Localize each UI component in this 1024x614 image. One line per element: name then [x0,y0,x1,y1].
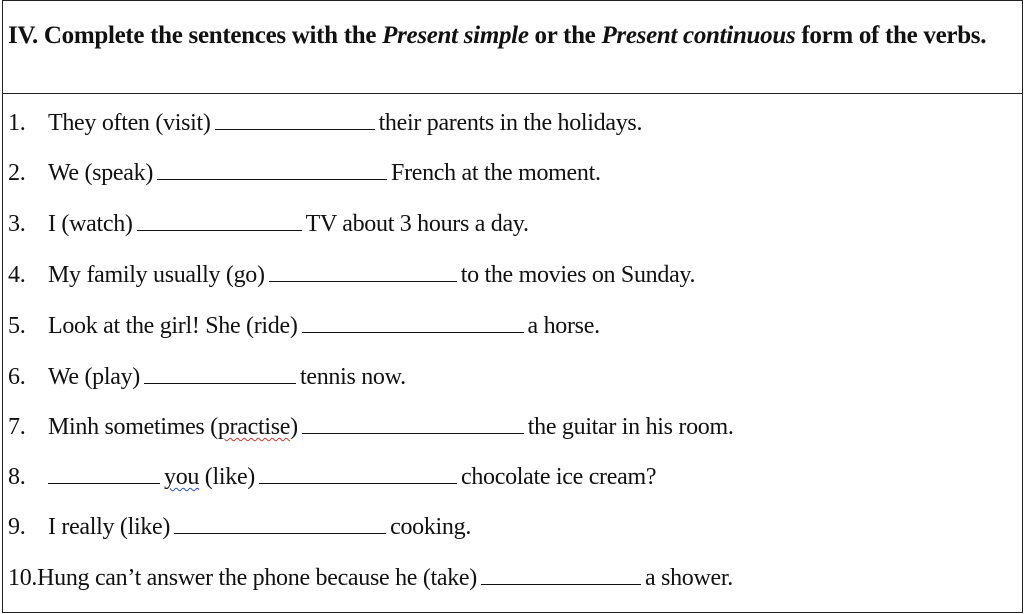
sentence-end: their parents in the holidays. [378,110,643,136]
spellcheck-marked-word: practise [217,414,291,440]
sentence-end: the guitar in his room. [527,414,734,440]
answer-blank[interactable] [215,109,375,130]
sentence-7 [8,412,734,442]
item-number: 10. [8,565,38,591]
sentence-start: They often (visit) [48,110,211,136]
sentence-8 [8,462,656,492]
heading-tense-2: Present continuous [601,22,796,49]
top-rule [2,0,1022,1]
sentence-9 [8,512,471,542]
exercise-heading [8,18,1013,54]
answer-blank[interactable] [174,513,386,534]
item-number: 8. [8,464,26,490]
sentence-end: French at the moment. [391,160,601,186]
sentence-end: a shower. [644,565,733,591]
item-number: 3. [8,211,26,237]
item-number: 5. [8,313,26,339]
sentence-6 [8,362,406,392]
answer-blank[interactable] [137,210,302,231]
sentence-end: TV about 3 hours a day. [305,211,529,237]
sentence-3 [8,209,529,239]
sentence-start: We (speak) [48,160,154,186]
answer-blank[interactable] [302,312,524,333]
answer-blank-2[interactable] [259,463,457,484]
item-number: 6. [8,364,26,390]
sentence-end: to the movies on Sunday. [460,262,696,288]
sentence-end: cooking. [390,514,472,540]
sentence-end: tennis now. [300,364,406,390]
sentence-middle: (like) [199,464,255,490]
heading-tense-1: Present simple [382,22,529,49]
heading-suffix: form of the verbs. [795,22,987,49]
heading-middle: or the [528,22,602,49]
sentence-start: We (play) [48,364,140,390]
sentence-end: chocolate ice cream? [460,464,657,490]
answer-blank[interactable] [144,363,296,384]
item-number: 9. [8,514,26,540]
answer-blank[interactable] [481,564,641,585]
sentence-start: I (watch) [48,211,133,237]
answer-blank-1[interactable] [48,463,160,484]
answer-blank[interactable] [269,261,457,282]
sentence-4 [8,260,695,290]
item-number: 2. [8,160,26,186]
grammar-marked-word: you [164,464,200,490]
sentence-start: I really (like) [48,514,171,540]
sentence-start: Hung can’t answer the phone because he (take) [37,565,477,591]
answer-blank[interactable] [302,413,524,434]
sentence-5 [8,311,600,341]
sentence-10 [8,563,733,593]
item-number: 7. [8,414,26,440]
sentence-start: Look at the girl! She (ride) [48,313,298,339]
sentence-end: a horse. [527,313,600,339]
heading-prefix: IV. Complete the sentences with the [8,22,383,49]
sentence-1 [8,108,642,138]
heading-divider [2,93,1022,94]
closing-paren: ) [290,414,298,440]
item-number: 1. [8,110,26,136]
item-number: 4. [8,262,26,288]
sentence-start: My family usually (go) [48,262,265,288]
sentence-2 [8,158,601,188]
sentence-start: Minh sometimes ( [48,414,218,440]
answer-blank[interactable] [157,159,387,180]
